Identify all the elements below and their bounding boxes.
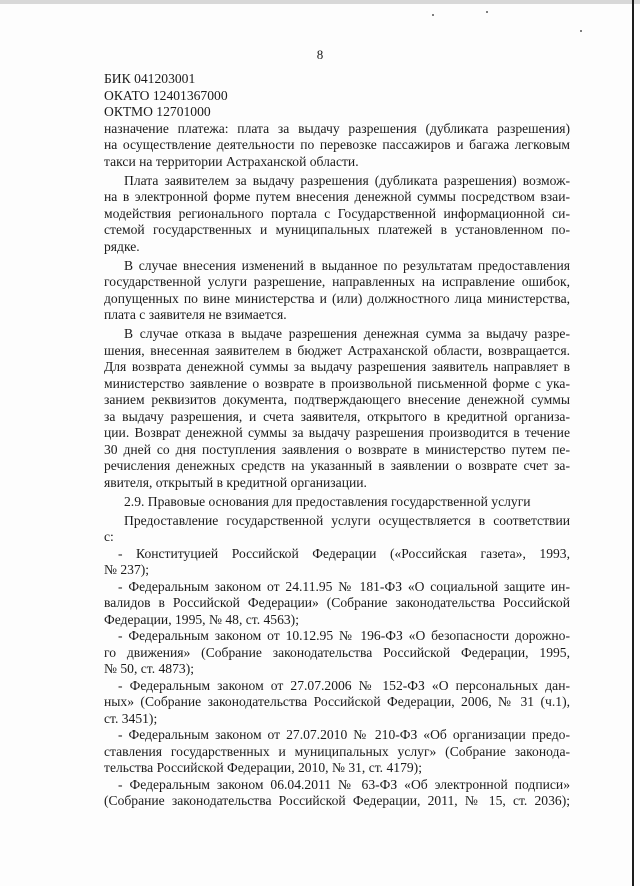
text-line: БИК 041203001 <box>104 71 196 86</box>
text-line: явителя, открытый в кредитной организации. <box>104 474 367 490</box>
text-line: на в электронной форме путем внесения денежной суммы посредством взаи- <box>104 189 570 205</box>
scan-right-edge <box>632 0 634 886</box>
text-line: с: <box>104 529 114 545</box>
text-line: - Федеральным законом 06.04.2011 № 63-ФЗ «Об электронной подписи» <box>118 776 570 792</box>
text-line: 2.9. Правовые основания для предоставления государственной услуги <box>124 493 531 509</box>
text-line: Предоставление государственной услуги осуществляется в соответствии <box>124 512 570 528</box>
text-line: рядке. <box>104 238 140 254</box>
scan-speck <box>486 11 488 13</box>
text-line: такси на территории Астраханской области. <box>104 153 359 169</box>
text-line: - Федеральным законом от 10.12.95 № 196-ФЗ «О безопасности дорожно- <box>118 628 570 644</box>
text-line: В случае отказа в выдаче разрешения денежная сумма за выдачу разре- <box>124 326 570 342</box>
text-line: ОКТМО 12701000 <box>104 104 211 119</box>
text-line: - Федеральным законом от 24.11.95 № 181-ФЗ «О социальной защите ин- <box>118 578 570 594</box>
text-line: го движения» (Собрание законодательства Российской Федерации, 1995, <box>104 644 570 660</box>
text-line: шения, внесенная заявителем в бюджет Астраханской области, возвращается. <box>104 342 570 358</box>
text-line: № 237); <box>104 562 150 578</box>
scan-specks <box>0 0 640 40</box>
text-line: речисления денежных средств на указанный в заявлении о возврате счет за- <box>104 458 570 474</box>
text-line: занием реквизитов документа, подтверждающего внесение денежной суммы <box>104 392 570 408</box>
text-line: ции. Возврат денежной суммы за выдачу разрешения производится в течение <box>104 425 570 441</box>
scan-speck <box>580 30 582 32</box>
text-line: на осуществление деятельности по перевозке пассажиров и багажа легковым <box>104 137 570 152</box>
text-line: - Федеральным законом от 27.07.2010 № 210-ФЗ «Об организации предо- <box>118 727 570 743</box>
text-line: назначение платежа: плата за выдачу разрешения (дубликата разрешения) <box>104 120 570 136</box>
text-line: тельства Российской Федерации, 2010, № 31, ст. 4179); <box>104 760 422 776</box>
document-body <box>104 71 570 810</box>
text-line: валидов в Российской Федерации» (Собрание законодательства Российской <box>104 595 570 611</box>
text-line: ставления государственных и муниципальных услуг» (Собрание законода- <box>104 743 570 759</box>
text-line: допущенных по вине министерства и (или) должностного лица министерства, <box>104 290 570 306</box>
text-line: № 50, ст. 4873); <box>104 661 194 677</box>
text-line: - Конституцией Российской Федерации («Российская газета», 1993, <box>118 545 570 561</box>
text-line: ных» (Собрание законодательства Российской Федерации, 2006, № 31 (ч.1), <box>104 694 570 710</box>
text-line: 30 дней со дня поступления заявления о возврате в министерство путем пе- <box>104 441 570 457</box>
text-line: Федерации, 1995, № 48, ст. 4563); <box>104 611 299 627</box>
text-line: Плата заявителем за выдачу разрешения (дубликата разрешения) возмож- <box>124 172 570 188</box>
text-line: - Федеральным законом от 27.07.2006 № 152-ФЗ «О персональных дан- <box>118 677 570 693</box>
text-line: (Собрание законодательства Российской Федерации, 2011, № 15, ст. 2036); <box>104 793 570 809</box>
page-number: 8 <box>316 47 324 62</box>
text-line: плата с заявителя не взимается. <box>104 307 287 323</box>
text-line: ОКАТО 12401367000 <box>104 87 228 103</box>
text-line: модействия регионального портала с Государственной информационной си- <box>104 205 570 221</box>
text-line: государственной услуги разрешение, направленных на исправление ошибок, <box>104 274 570 290</box>
text-line: Для возврата денежной суммы за выдачу разрешения заявитель направляет в <box>104 359 570 375</box>
text-line: министерство заявление о возврате в произвольной письменной форме с ука- <box>104 375 570 391</box>
text-line: стемой государственных и муниципальных платежей в установленном по- <box>104 222 570 238</box>
text-line: В случае внесения изменений в выданное по результатам предоставления <box>124 257 570 273</box>
text-line: ст. 3451); <box>104 710 158 726</box>
text-line: за выдачу разрешения, и счета заявителя, открытого в кредитной организа- <box>104 408 570 424</box>
scan-speck <box>432 14 434 16</box>
